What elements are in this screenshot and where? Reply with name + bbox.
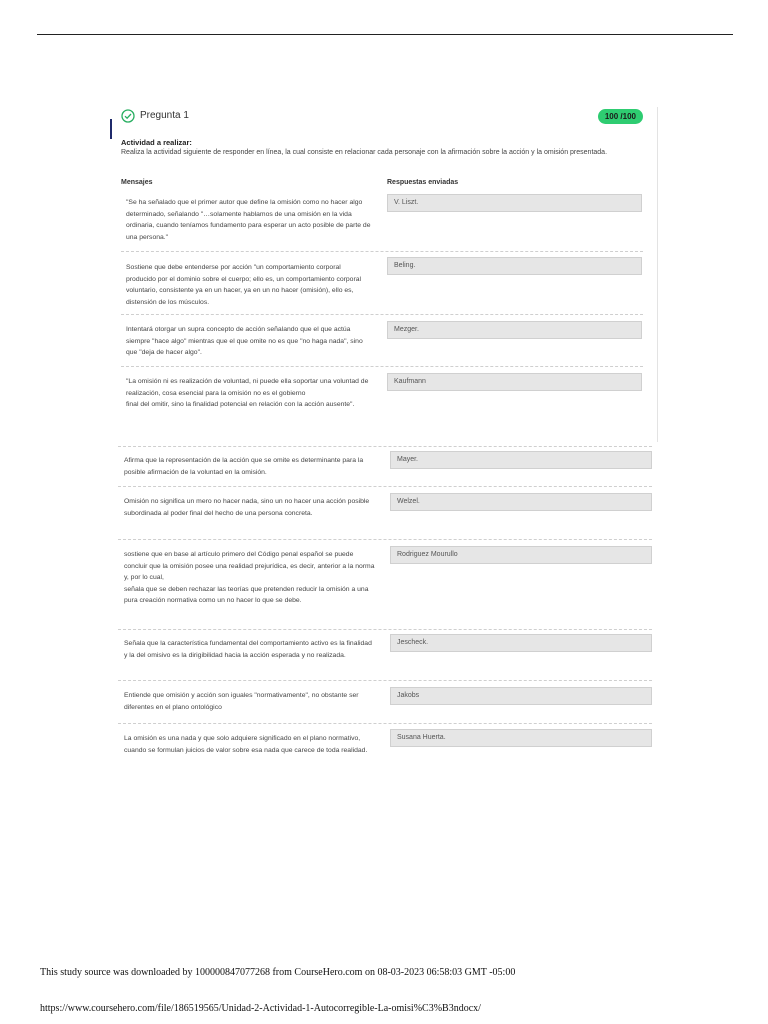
accent-bar [110, 119, 112, 139]
score-badge: 100 /100 [598, 109, 643, 124]
activity-description: Realiza la actividad siguiente de responder en línea, la cual consiste en relacionar cada personaje con la afirmación sobre la acción y la omisión presentada. [121, 149, 608, 156]
activity-title: Actividad a realizar: [121, 138, 192, 147]
message-text: Afirma que la representación de la acción que se omite es determinante para la posible afirmación de la voluntad en la omisión. [124, 457, 364, 476]
answer-field: Jescheck. [390, 634, 652, 652]
row-divider [118, 723, 652, 724]
message-text: La omisión es una nada y que solo adquiere significado en el plano normativo, cuando se formulan juicios de valor sobre esa nada que carece de toda realidad. [124, 735, 368, 754]
row-divider [118, 629, 652, 630]
row-divider [118, 486, 652, 487]
answer-field: Susana Huerta. [390, 729, 652, 747]
column-header-messages: Mensajes [121, 179, 153, 186]
row-divider [118, 446, 652, 447]
message-text: sostiene que en base al artículo primero del Código penal español se puede concluir que la omisión posee una realidad prejurídica, es decir, anterior a la norma y, por lo cual, señala que se deben rechazar las teorías que pretenden reducir la omisión a una pura creación normativa como un no hacer lo que se debe. [124, 551, 375, 605]
answer-field: Jakobs [390, 687, 652, 705]
message-text: Omisión no significa un mero no hacer nada, sino un no hacer una acción posible subordinada al poder final del hecho de una persona concreta. [124, 498, 370, 517]
message-text: Señala que la característica fundamental del comportamiento activo es la finalidad y la del omisivo es la dirigibilidad hacia la acción esperada y no realizada. [124, 640, 372, 659]
row-divider [121, 366, 643, 367]
answer-field: Mayer. [390, 451, 652, 469]
download-notice: This study source was downloaded by 100000847077268 from CourseHero.com on 08-03-2023 06:58:03 GMT -05:00 [40, 967, 516, 978]
top-rule [37, 34, 733, 35]
message-text: "Se ha señalado que el primer autor que define la omisión como no hacer algo determinado, señalando "…solamente hablamos de una omisión en la vida ordinaria, cuando teníamos fundamento para esperar un acto posible de parte de una persona." [126, 199, 371, 241]
message-text: "La omisión ni es realización de voluntad, ni puede ella soportar una voluntad de realización, cosa esencial para la omisión no es el gobierno final del omitir, sino la finalidad potencial en relación con la acción ausente". [126, 378, 369, 409]
card-right-border [657, 107, 658, 442]
row-divider [118, 539, 652, 540]
question-header [121, 109, 643, 127]
answer-field: Mezger. [387, 321, 642, 339]
check-circle-icon [121, 109, 135, 123]
message-text: Sostiene que debe entenderse por acción "un comportamiento corporal producido por el dominio sobre el cuerpo; ello es, un comportamiento corporal voluntario, consistente ya en un hacer, ya en un no hacer (omisión), ello es, distensión de los músculos. [126, 264, 362, 306]
column-header-answers: Respuestas enviadas [387, 179, 459, 186]
row-divider [121, 251, 643, 252]
answer-field: V. Liszt. [387, 194, 642, 212]
answer-field: Kaufmann [387, 373, 642, 391]
message-text: Entiende que omisión y acción son iguales "normativamente", no obstante ser diferentes en el plano ontológico [124, 692, 359, 711]
row-divider [118, 680, 652, 681]
row-divider [121, 314, 643, 315]
source-url[interactable]: https://www.coursehero.com/file/186519565/Unidad-2-Actividad-1-Autocorregible-La-omisi%C3%B3ndocx/ [40, 1003, 481, 1014]
answer-field: Rodriguez Mourullo [390, 546, 652, 564]
answer-field: Welzel. [390, 493, 652, 511]
answer-field: Beling. [387, 257, 642, 275]
question-title: Pregunta 1 [140, 110, 189, 121]
message-text: Intentará otorgar un supra concepto de acción señalando que el que actúa siempre "hace algo" mientras que el que omite no es que "no haga nada", sino que "deja de hacer algo". [126, 326, 363, 357]
